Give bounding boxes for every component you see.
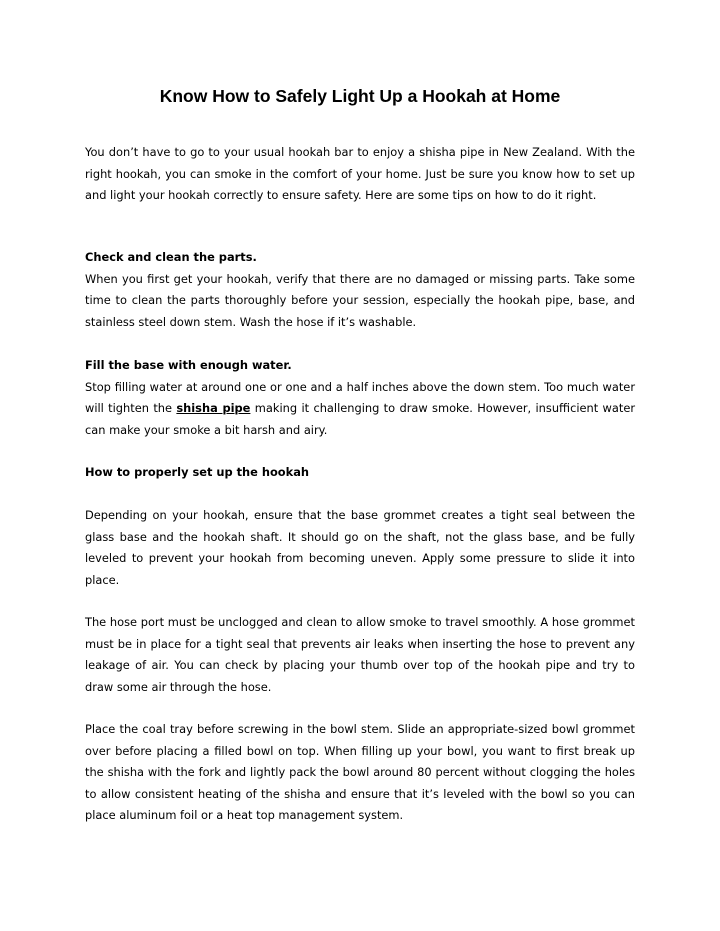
intro-paragraph: You don’t have to go to your usual hookah bar to enjoy a shisha pipe in New Zealand. With the right hookah, you can smoke in the comfort of your home. Just be sure you know how to set up and light your hookah correctly to ensure safety. Here are some tips on how to do it right. bbox=[85, 145, 635, 203]
section-text-check-clean: When you first get your hookah, verify that there are no damaged or missing parts. Take some time to clean the parts thoroughly before your session, especially the hookah pipe, base, and stainless steel down stem. Wash the hose if it’s washable. bbox=[85, 271, 635, 329]
section-text-fill-base-after: making it challenging to draw smoke. However, insufficient water can make your smoke a bit harsh and airy. bbox=[85, 401, 636, 437]
shisha-pipe-link[interactable]: shisha pipe bbox=[176, 401, 251, 416]
page-title: Know How to Safely Light Up a Hookah at Home bbox=[159, 86, 561, 106]
section-heading-check-clean: Check and clean the parts. bbox=[85, 250, 257, 264]
setup-paragraph-1: Depending on your hookah, ensure that the base grommet creates a tight seal between the glass base and the hookah shaft. It should go on the shaft, not the glass base, and be fully leveled to prevent your hookah from becoming uneven. Apply some pressure to slide it into place. bbox=[85, 508, 635, 587]
section-fill-base bbox=[85, 355, 635, 441]
section-heading-fill-base: Fill the base with enough water. bbox=[85, 358, 292, 372]
section-heading-setup-wrap bbox=[85, 462, 635, 484]
setup-paragraph-3: Place the coal tray before screwing in the bowl stem. Slide an appropriate-sized bowl grommet over before placing a filled bowl on top. When filling up your bowl, you want to first break up the shisha with the fork and lightly pack the bowl around 80 percent without clogging the holes to allow consistent heating of the shisha and ensure that it’s leveled with the bowl so you can place aluminum foil or a heat top management system. bbox=[85, 722, 635, 823]
section-heading-setup: How to properly set up the hookah bbox=[85, 465, 309, 479]
section-check-clean bbox=[85, 247, 635, 333]
setup-paragraph-2: The hose port must be unclogged and clean to allow smoke to travel smoothly. A hose grommet must be in place for a tight seal that prevents air leaks when inserting the hose to prevent any leakage of air. You can check by placing your thumb over top of the hookah pipe and try to draw some air through the hose. bbox=[85, 615, 635, 694]
section-text-fill-base-before: Stop filling water at around one or one and a half inches above the down stem. Too much water will tighten the bbox=[85, 379, 635, 416]
